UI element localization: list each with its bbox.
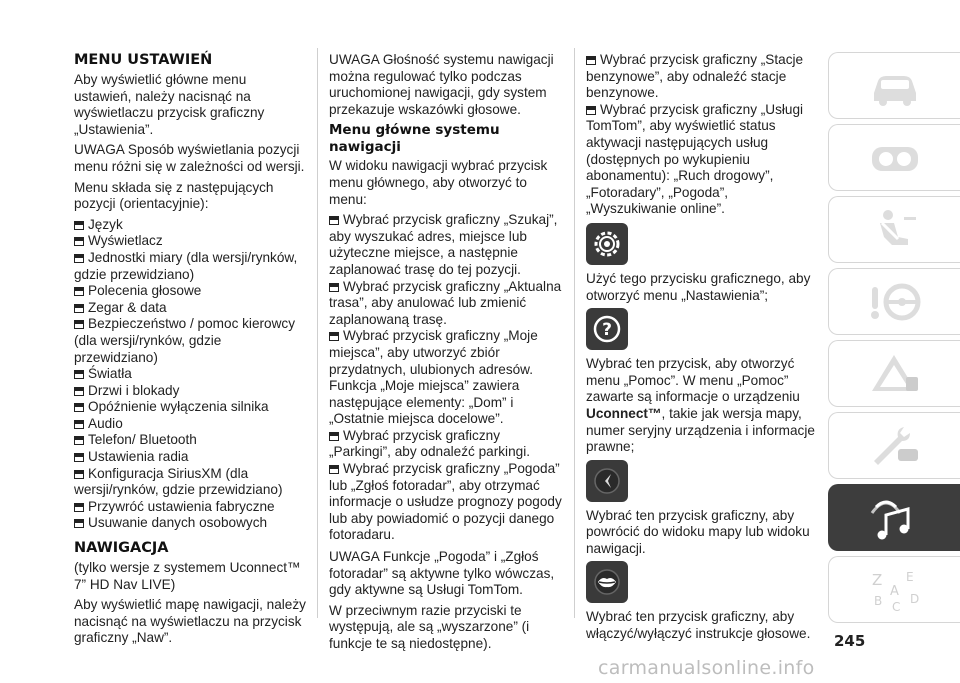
bullet-icon — [74, 403, 84, 412]
chapter-tabs — [828, 52, 960, 628]
tab-emergency — [828, 340, 960, 407]
column-3 — [586, 52, 819, 647]
index-letter: E — [905, 569, 914, 584]
bullet-icon — [74, 237, 84, 246]
index-letter: Z — [871, 570, 882, 589]
bullet-icon — [329, 332, 339, 341]
list-item: Drzwi i blokady — [74, 383, 306, 400]
index-letter: C — [891, 599, 900, 614]
tab-multimedia — [828, 484, 960, 551]
paragraph: W przeciwnym razie przyciski te występują, ale są „wyszarzone” (i funkcje te są niedostępne). — [329, 602, 530, 651]
settings-items-list — [74, 217, 306, 532]
bullet-icon — [74, 287, 84, 296]
list-item: Zegar & data — [74, 300, 306, 317]
settings-gear-icon — [586, 223, 628, 265]
nav-menu-items-list-cont — [586, 52, 819, 218]
paragraph: Wybrać ten przycisk graficzny, aby włączyć/wyłączyć instrukcje głosowe. — [586, 609, 811, 642]
bullet-icon — [74, 304, 84, 313]
list-item: Telefon/ Bluetooth — [74, 432, 306, 449]
list-item: Audio — [74, 416, 306, 433]
paragraph: Aby wyświetlić mapę nawigacji, należy nacisnąć na wyświetlaczu na przycisk graficzny „Naw”. — [74, 597, 306, 646]
svg-text:?: ? — [602, 320, 612, 341]
bullet-icon — [74, 436, 84, 445]
tab-safety — [828, 196, 960, 263]
wrench-car-icon — [864, 421, 926, 471]
paragraph: UWAGA Funkcje „Pogoda” i „Zgłoś fotoradar” są aktywne tylko wówczas, gdy aktywne są Usługi TomTom. — [329, 549, 555, 598]
list-item: Język — [74, 217, 306, 234]
list-item: Światła — [74, 366, 306, 383]
paragraph: UWAGA Głośność systemu nawigacji można regulować tylko podczas uruchomionej nawigacji, gdy system przekazuje wskazówki głosowe. — [329, 52, 554, 117]
bullet-icon — [74, 470, 84, 479]
paragraph: W widoku nawigacji wybrać przycisk menu głównego, aby otworzyć to menu: — [329, 158, 548, 207]
page-number: 245 — [834, 632, 866, 650]
list-item: Wybrać przycisk graficzny „Stacje benzynowe”, aby odnaleźć stacje benzynowe. — [586, 52, 804, 101]
paragraph: (tylko wersje z systemem Uconnect™ 7” HD Nav LIVE) — [74, 560, 301, 592]
dashboard-icon — [864, 133, 926, 183]
steering-wheel-icon — [864, 277, 926, 327]
bullet-icon — [74, 221, 84, 230]
bullet-icon — [74, 320, 84, 329]
list-item: Usuwanie danych osobowych — [74, 515, 306, 532]
paragraph: UWAGA Sposób wyświetlania pozycji menu różni się w zależności od wersji. — [74, 142, 305, 174]
tab-driving — [828, 268, 960, 335]
bullet-icon — [329, 465, 339, 474]
nav-menu-items-list — [329, 212, 562, 544]
help-question-icon — [586, 308, 628, 350]
column-1 — [74, 52, 306, 651]
bullet-icon — [74, 519, 84, 528]
column-divider — [317, 48, 318, 618]
index-letter: A — [889, 583, 899, 599]
list-item: Polecenia głosowe — [74, 283, 306, 300]
watermark: carmanualsonline.info — [598, 657, 815, 679]
subheading-nav-main-menu: Menu główne systemu nawigacji — [329, 122, 500, 156]
paragraph: Użyć tego przycisku graficznego, aby otworzyć menu „Nastawienia”; — [586, 270, 811, 303]
section-heading-navigation: NAWIGACJA — [74, 540, 169, 557]
bullet-icon — [74, 420, 84, 429]
list-item: Wybrać przycisk graficzny „Aktualna trasa”, aby anulować lub zmienić zaplanowaną trasę. — [329, 278, 562, 327]
list-item: Wyświetlacz — [74, 233, 306, 250]
list-item: Wybrać przycisk graficzny „Usługi TomTom”, aby wyświetlić status aktywacji następujących usług (dostępnych po wykupieniu abonamentu): „Ruch drogowy”, „Fotoradary”, „Pogoda”, „Wyszukiwanie online”. — [586, 101, 804, 217]
section-heading-settings-menu: MENU USTAWIEŃ — [74, 52, 213, 68]
list-item: Bezpieczeństwo / pomoc kierowcy (dla wersji/rynków, gdzie przewidziano) — [74, 316, 296, 365]
bullet-icon — [329, 432, 339, 441]
tab-vehicle — [828, 52, 960, 119]
index-letter: B — [873, 593, 882, 608]
list-item: Wybrać przycisk graficzny „Parkingi”, aby odnaleźć parkingi. — [329, 427, 530, 460]
list-item: Wybrać przycisk graficzny „Pogoda” lub „Zgłoś fotoradar”, aby otrzymać informacje o usłudze prognozy pogody lub aby powiadomić o pozycji danego fotoradaru. — [329, 461, 562, 543]
tab-maintenance — [828, 412, 960, 479]
alphabet-index-icon — [864, 565, 926, 615]
car-icon — [864, 61, 926, 111]
bullet-icon — [586, 56, 596, 65]
list-item: Ustawienia radia — [74, 449, 306, 466]
column-divider — [574, 48, 575, 618]
warning-triangle-icon — [864, 349, 926, 399]
list-item: Opóźnienie wyłączenia silnika — [74, 399, 306, 416]
bullet-icon — [74, 254, 84, 263]
tab-dashboard — [828, 124, 960, 191]
list-item: Wybrać przycisk graficzny „Szukaj”, aby wyszukać adres, miejsce lub użyteczne miejsce, a następnie zaplanować trasę do tej pozycji. — [329, 212, 558, 277]
paragraph: Menu składa się z następujących pozycji (orientacyjnie): — [74, 179, 274, 212]
column-2 — [329, 52, 562, 657]
voice-lips-icon — [586, 561, 628, 603]
list-item: Jednostki miary (dla wersji/rynków, gdzie przewidziano) — [74, 249, 298, 282]
paragraph: Aby wyświetlić główne menu ustawień, należy nacisnąć na wyświetlaczu przycisk graficzny „Ustawienia”. — [74, 72, 265, 137]
list-item: Konfiguracja SiriusXM (dla wersji/rynków, gdzie przewidziano) — [74, 465, 283, 498]
map-arrow-icon — [586, 460, 628, 502]
tab-index — [828, 556, 960, 623]
paragraph: Wybrać ten przycisk graficzny, aby powrócić do widoku mapy lub widoku nawigacji. — [586, 507, 810, 556]
multimedia-note-icon — [864, 493, 926, 543]
bullet-icon — [329, 216, 339, 225]
bullet-icon — [74, 370, 84, 379]
bullet-icon — [329, 283, 339, 292]
list-item: Wybrać przycisk graficzny „Moje miejsca”, aby utworzyć zbiór przydatnych, ulubionych adresów. Funkcja „Moje miejsca” zawiera następujące elementy: „Dom” i „Ostatnie miejsca docelowe”. — [329, 328, 538, 427]
bullet-icon — [586, 106, 596, 115]
list-item: Przywróć ustawienia fabryczne — [74, 499, 306, 516]
bullet-icon — [74, 453, 84, 462]
seatbelt-person-icon — [864, 205, 926, 255]
bullet-icon — [74, 387, 84, 396]
bullet-icon — [74, 503, 84, 512]
index-letter: D — [909, 591, 919, 606]
paragraph: Wybrać ten przycisk, aby otworzyć menu „Pomoc”. W menu „Pomoc” zawarte są informacje o urządzeniu Uconnect™, takie jak wersja mapy, numer seryjny urządzenia i informacje prawne; — [586, 356, 815, 455]
